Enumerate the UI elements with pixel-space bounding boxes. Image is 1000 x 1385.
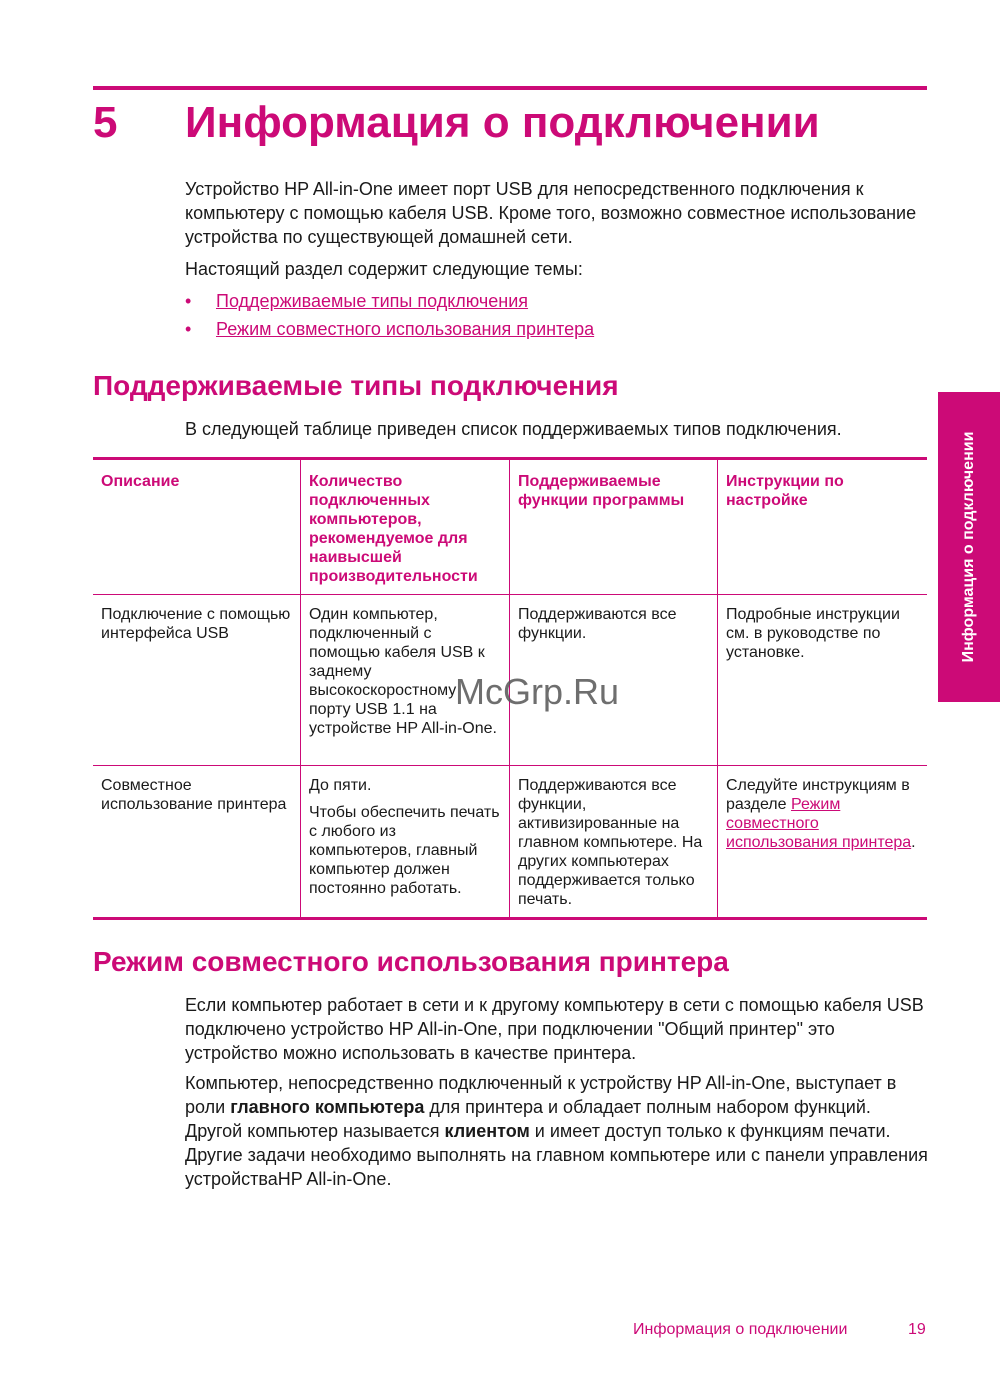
cell-description: Совместное использование принтера [93,766,301,917]
term-client: клиентом [444,1121,530,1141]
link-printer-sharing[interactable]: Режим совместного использования принтера [216,319,595,339]
header-supported-functions: Поддерживаемые функции программы [510,460,718,594]
sharing-paragraph-1: Если компьютер работает в сети и к другому компьютеру в сети с помощью кабеля USB подключено устройство HP All-in-One, при подключении "Общий принтер" это устройство можно использовать в качестве принтера. [185,995,924,1063]
table-bottom-rule [93,917,927,920]
header-description: Описание [93,460,301,594]
instructions-suffix: . [911,834,916,851]
top-rule [93,86,927,90]
table-intro: В следующей таблице приведен список поддерживаемых типов подключения. [185,419,842,439]
cell-functions: Поддерживаются все функции, активизированные на главном компьютере. На других компьютерах поддерживается только печать. [510,766,718,917]
chapter-side-tab [938,392,1000,702]
chapter-title: Информация о подключении [185,98,820,147]
sharing-text-1: Компьютер, непосредственно подключенный к устройству HP All-in-One, выступает в роли [185,1073,897,1117]
sharing-text-3: и имеет доступ только к функциям печати. Другие задачи необходимо выполнять на главном компьютере или с панели управления устройстваHP All-in-One. [185,1121,928,1189]
bullet-icon: • [185,319,192,339]
footer-title: Информация о подключении [633,1321,848,1338]
cell-instructions [718,766,927,917]
sharing-paragraph-2 [185,1071,930,1191]
cell-functions: Поддерживаются все функции. [510,595,718,765]
cell-description: Подключение с помощью интерфейса USB [93,595,301,765]
topic-list [185,287,594,343]
header-computer-count: Количество подключенных компьютеров, рекомендуемое для наивысшей производительности [301,460,510,594]
page-number: 19 [908,1321,926,1338]
cell-computer-count [301,766,510,917]
list-item [185,287,594,315]
cell-count-note: Чтобы обеспечить печать с любого из компьютеров, главный компьютер должен постоянно работать. [309,804,500,897]
cell-computer-count: Один компьютер, подключенный с помощью кабеля USB к заднему высокоскоростному порту USB 1.1 на устройстве HP All-in-One. [301,595,510,765]
term-host-computer: главного компьютера [230,1097,425,1117]
link-supported-connection-types[interactable]: Поддерживаемые типы подключения [216,291,529,311]
chapter-number: 5 [93,98,118,147]
list-item [185,315,594,343]
table-header-row [93,460,927,595]
sharing-text-2: для принтера и обладает полным набором функций. Другой компьютер называется [185,1097,871,1141]
intro-paragraph-1: Устройство HP All-in-One имеет порт USB для непосредственного подключения к компьютеру с помощью кабеля USB. Кроме того, возможно совместное использование устройства по существующей домашней сети. [185,179,917,247]
table-row [93,766,927,917]
link-printer-sharing-section[interactable]: Режим совместного использования принтера [726,796,912,851]
instructions-prefix: Следуйте инструкциям в разделе [726,777,910,813]
bullet-icon: • [185,291,192,311]
header-setup-instructions: Инструкции по настройке [726,473,844,509]
section-heading-connection-types: Поддерживаемые типы подключения [93,370,619,401]
intro-paragraph-2: Настоящий раздел содержит следующие темы: [185,259,583,279]
side-tab-label: Информация о подключении [960,431,977,663]
watermark: McGrp.Ru [455,671,620,712]
cell-instructions: Подробные инструкции см. в руководстве по установке. [726,606,900,661]
cell-count-value: До пяти. [309,777,372,794]
section-heading-printer-sharing: Режим совместного использования принтера [93,946,729,977]
